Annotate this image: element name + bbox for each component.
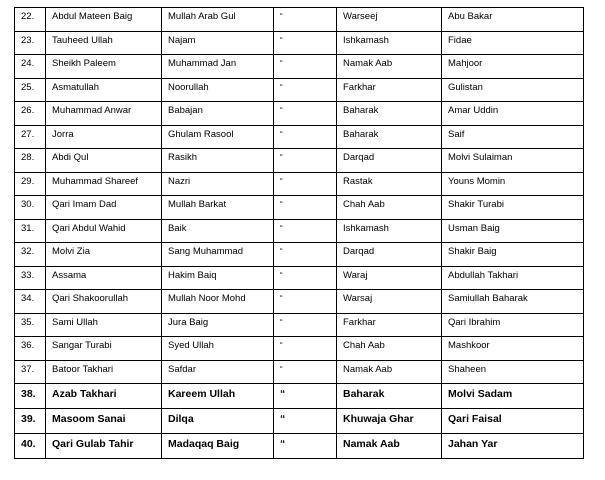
serial-number: 30.	[15, 196, 46, 220]
roster-body	[15, 8, 584, 459]
village-name: Rastak	[337, 172, 442, 196]
village-name: Farkhar	[337, 313, 442, 337]
table-row	[15, 337, 584, 361]
father-name: Safdar	[162, 360, 274, 384]
person-name: Qari Shakoorullah	[46, 290, 162, 314]
village-name: Chah Aab	[337, 337, 442, 361]
father-name: Sang Muhammad	[162, 243, 274, 267]
father-name: Babajan	[162, 102, 274, 126]
serial-number: 34.	[15, 290, 46, 314]
father-name: Ghulam Rasool	[162, 125, 274, 149]
person-name: Assama	[46, 266, 162, 290]
ditto-mark: “	[274, 31, 337, 55]
father-name: Mullah Arab Gul	[162, 8, 274, 32]
father-name: Muhammad Jan	[162, 55, 274, 79]
village-name: Darqad	[337, 149, 442, 173]
village-name: Farkhar	[337, 78, 442, 102]
person-name: Abdul Mateen Baig	[46, 8, 162, 32]
person-name: Asmatullah	[46, 78, 162, 102]
person-name: Abdi Qul	[46, 149, 162, 173]
table-row	[15, 290, 584, 314]
reference-name: Youns Momin	[442, 172, 584, 196]
serial-number: 38.	[15, 384, 46, 409]
person-name: Azab Takhari	[46, 384, 162, 409]
reference-name: Mashkoor	[442, 337, 584, 361]
village-name: Ishkamash	[337, 31, 442, 55]
person-name: Tauheed Ullah	[46, 31, 162, 55]
reference-name: Jahan Yar	[442, 434, 584, 459]
person-name: Sangar Turabi	[46, 337, 162, 361]
person-name: Masoom Sanai	[46, 409, 162, 434]
village-name: Warsaj	[337, 290, 442, 314]
reference-name: Molvi Sulaiman	[442, 149, 584, 173]
father-name: Mullah Noor Mohd	[162, 290, 274, 314]
table-row	[15, 243, 584, 267]
serial-number: 32.	[15, 243, 46, 267]
serial-number: 37.	[15, 360, 46, 384]
person-name: Muhammad Anwar	[46, 102, 162, 126]
table-row	[15, 55, 584, 79]
ditto-mark: “	[274, 149, 337, 173]
village-name: Chah Aab	[337, 196, 442, 220]
father-name: Madaqaq Baig	[162, 434, 274, 459]
father-name: Hakim Baiq	[162, 266, 274, 290]
reference-name: Qari Faisal	[442, 409, 584, 434]
table-row	[15, 172, 584, 196]
table-row	[15, 125, 584, 149]
table-row	[15, 266, 584, 290]
ditto-mark: “	[274, 102, 337, 126]
ditto-mark: “	[274, 266, 337, 290]
reference-name: Molvi Sadam	[442, 384, 584, 409]
table-row	[15, 149, 584, 173]
ditto-mark: “	[274, 313, 337, 337]
serial-number: 25.	[15, 78, 46, 102]
ditto-mark: “	[274, 8, 337, 32]
serial-number: 28.	[15, 149, 46, 173]
table-row	[15, 434, 584, 459]
serial-number: 23.	[15, 31, 46, 55]
serial-number: 35.	[15, 313, 46, 337]
ditto-mark: “	[274, 78, 337, 102]
ditto-mark: “	[274, 219, 337, 243]
father-name: Noorullah	[162, 78, 274, 102]
table-row	[15, 78, 584, 102]
serial-number: 24.	[15, 55, 46, 79]
reference-name: Mahjoor	[442, 55, 584, 79]
village-name: Darqad	[337, 243, 442, 267]
table-row	[15, 313, 584, 337]
reference-name: Abdullah Takhari	[442, 266, 584, 290]
ditto-mark: “	[274, 409, 337, 434]
father-name: Baik	[162, 219, 274, 243]
ditto-mark: “	[274, 337, 337, 361]
person-name: Molvi Zia	[46, 243, 162, 267]
father-name: Mullah Barkat	[162, 196, 274, 220]
ditto-mark: “	[274, 384, 337, 409]
village-name: Baharak	[337, 102, 442, 126]
village-name: Namak Aab	[337, 434, 442, 459]
father-name: Kareem Ullah	[162, 384, 274, 409]
person-name: Qari Gulab Tahir	[46, 434, 162, 459]
father-name: Nazri	[162, 172, 274, 196]
village-name: Namak Aab	[337, 55, 442, 79]
table-row	[15, 102, 584, 126]
village-name: Warseej	[337, 8, 442, 32]
person-name: Qari Abdul Wahid	[46, 219, 162, 243]
father-name: Rasikh	[162, 149, 274, 173]
person-name: Sami Ullah	[46, 313, 162, 337]
table-row	[15, 360, 584, 384]
ditto-mark: “	[274, 196, 337, 220]
father-name: Jura Baig	[162, 313, 274, 337]
village-name: Namak Aab	[337, 360, 442, 384]
ditto-mark: “	[274, 172, 337, 196]
father-name: Dilqa	[162, 409, 274, 434]
reference-name: Amar Uddin	[442, 102, 584, 126]
serial-number: 22.	[15, 8, 46, 32]
serial-number: 29.	[15, 172, 46, 196]
village-name: Ishkamash	[337, 219, 442, 243]
reference-name: Qari Ibrahim	[442, 313, 584, 337]
person-name: Muhammad Shareef	[46, 172, 162, 196]
ditto-mark: “	[274, 125, 337, 149]
reference-name: Samiullah Baharak	[442, 290, 584, 314]
serial-number: 31.	[15, 219, 46, 243]
person-name: Jorra	[46, 125, 162, 149]
person-name: Qari Imam Dad	[46, 196, 162, 220]
serial-number: 33.	[15, 266, 46, 290]
reference-name: Shakir Baig	[442, 243, 584, 267]
ditto-mark: “	[274, 55, 337, 79]
village-name: Baharak	[337, 125, 442, 149]
village-name: Baharak	[337, 384, 442, 409]
ditto-mark: “	[274, 243, 337, 267]
reference-name: Abu Bakar	[442, 8, 584, 32]
table-row	[15, 384, 584, 409]
father-name: Najam	[162, 31, 274, 55]
table-row	[15, 409, 584, 434]
serial-number: 26.	[15, 102, 46, 126]
village-name: Waraj	[337, 266, 442, 290]
roster-table	[14, 7, 584, 459]
reference-name: Usman Baig	[442, 219, 584, 243]
father-name: Syed Ullah	[162, 337, 274, 361]
ditto-mark: “	[274, 290, 337, 314]
person-name: Sheikh Paleem	[46, 55, 162, 79]
ditto-mark: “	[274, 434, 337, 459]
reference-name: Saif	[442, 125, 584, 149]
serial-number: 36.	[15, 337, 46, 361]
reference-name: Gulistan	[442, 78, 584, 102]
serial-number: 27.	[15, 125, 46, 149]
reference-name: Shakir Turabi	[442, 196, 584, 220]
table-row	[15, 8, 584, 32]
serial-number: 39.	[15, 409, 46, 434]
person-name: Batoor Takhari	[46, 360, 162, 384]
table-row	[15, 219, 584, 243]
serial-number: 40.	[15, 434, 46, 459]
reference-name: Fidae	[442, 31, 584, 55]
reference-name: Shaheen	[442, 360, 584, 384]
table-row	[15, 196, 584, 220]
village-name: Khuwaja Ghar	[337, 409, 442, 434]
ditto-mark: “	[274, 360, 337, 384]
table-row	[15, 31, 584, 55]
